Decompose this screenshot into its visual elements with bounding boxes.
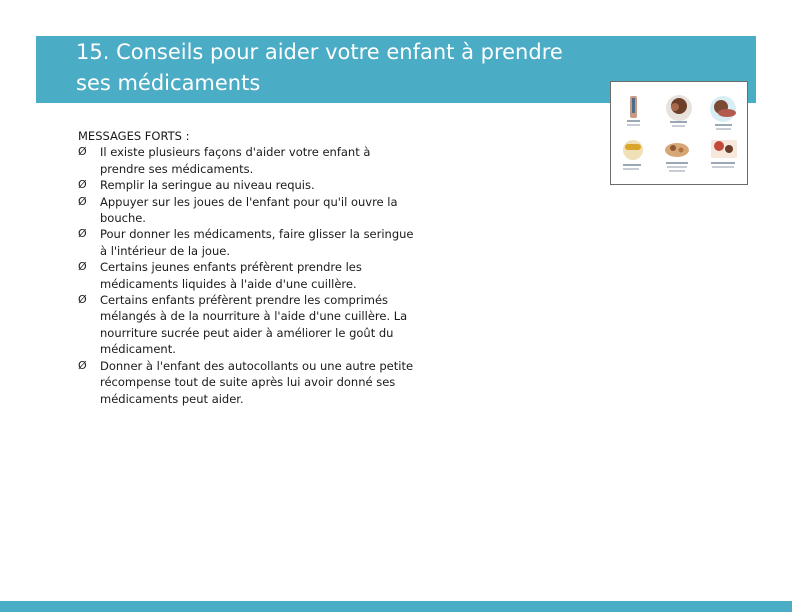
illustration-panel xyxy=(610,81,748,185)
arrow-bullet-icon: Ø xyxy=(78,178,87,192)
arrow-bullet-icon: Ø xyxy=(78,260,87,274)
illustration-syringe-in-cheek xyxy=(710,96,736,130)
key-message xyxy=(78,358,418,407)
key-message-text: Appuyer sur les joues de l'enfant pour qu'il ouvre la bouche. xyxy=(100,194,398,226)
key-messages-heading: MESSAGES FORTS : xyxy=(78,129,190,143)
key-message xyxy=(78,259,418,292)
key-message xyxy=(78,144,418,177)
slide-title-line-1: 15. Conseils pour aider votre enfant à prendre xyxy=(76,40,563,64)
arrow-bullet-icon: Ø xyxy=(78,293,87,307)
arrow-bullet-icon: Ø xyxy=(78,358,87,372)
illustration-spoon-feeding xyxy=(623,140,643,170)
key-message-text: Donner à l'enfant des autocollants ou une autre petite récompense tout de suite après lui avoir donné ses médicaments peut aider. xyxy=(100,358,414,406)
slide-title-line-2: ses médicaments xyxy=(76,71,261,95)
arrow-bullet-icon: Ø xyxy=(78,145,87,159)
illustration-sticker-reward xyxy=(711,140,737,168)
illustration-pills-in-food xyxy=(665,143,689,172)
key-message xyxy=(78,177,418,193)
key-message-text: Il existe plusieurs façons d'aider votre enfant à prendre ses médicaments. xyxy=(100,145,371,176)
key-message-text: Pour donner les médicaments, faire glisser la seringue à l'intérieur de la joue. xyxy=(100,227,414,258)
illustration-graphic xyxy=(611,82,747,184)
illustration-press-cheeks xyxy=(666,95,692,127)
key-message xyxy=(78,226,418,259)
key-message-text: Certains jeunes enfants préfèrent prendre les médicaments liquides à l'aide d'une cuillère. xyxy=(100,260,362,291)
arrow-bullet-icon: Ø xyxy=(78,194,87,208)
key-message xyxy=(78,194,418,227)
key-message-text: Remplir la seringue au niveau requis. xyxy=(100,178,315,193)
slide-title xyxy=(76,37,636,99)
footer-band xyxy=(0,601,792,612)
key-messages xyxy=(78,128,418,407)
key-message xyxy=(78,292,418,358)
key-message-text: Certains enfants préfèrent prendre les comprimés mélangés à de la nourriture à l'aide d'une cuillère. La nourriture sucrée peut aider à améliorer le goût du médicament. xyxy=(100,293,408,357)
key-messages-list xyxy=(78,144,418,407)
illustration-fill-syringe xyxy=(627,96,640,126)
arrow-bullet-icon: Ø xyxy=(78,227,87,241)
